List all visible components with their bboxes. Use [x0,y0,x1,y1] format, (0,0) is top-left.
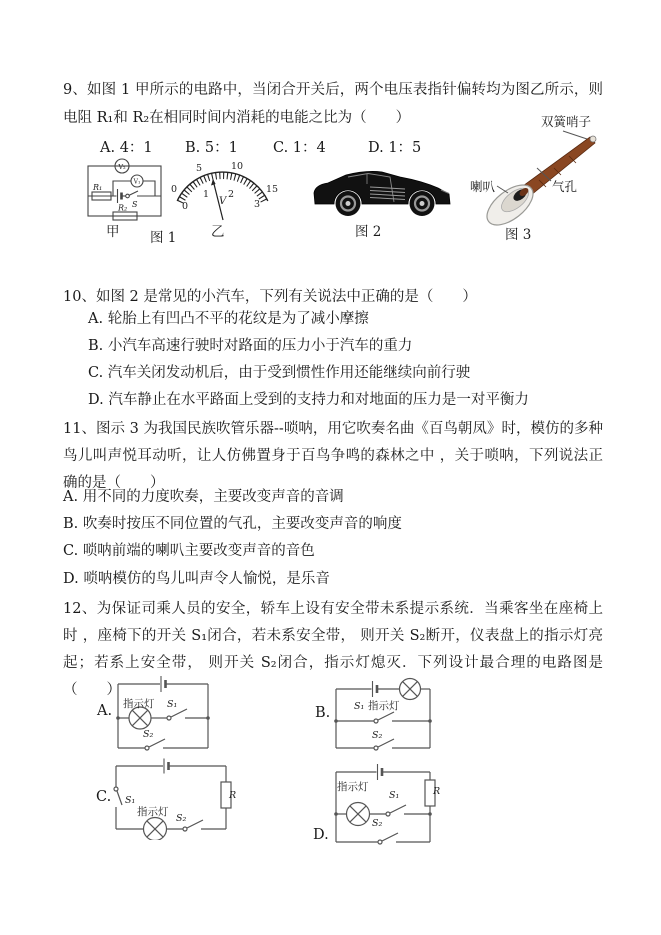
question-9-option-b: B. 5：1 [185,140,238,156]
r-label: R [229,790,237,801]
switch-s2-pivot [145,746,149,750]
circuit-c-letter: C. [96,789,112,805]
question-11-option-d: D. 唢呐模仿的鸟儿叫声令人愉悦，是乐音 [63,571,330,587]
figure2-caption: 图 2 [355,224,382,240]
question-11-option-a: A. 用不同的力度吹奏，主要改变声音的音调 [63,489,344,505]
circuit-option-b-diagram [330,676,438,756]
circuit-option-d-diagram [328,758,453,850]
voltmeter-v1-label: V₁ [133,178,141,186]
question-11-option-c: C. 唢呐前端的喇叭主要改变声音的音色 [63,543,315,559]
figure3-bell-label: 喇叭 [470,179,496,194]
switch-s2-pivot [183,827,187,831]
meter-inner-2: 2 [227,189,235,200]
meter-inner-1: 1 [202,189,210,200]
question-11-option-b: B. 吹奏时按压不同位置的气孔，主要改变声音的响度 [63,516,402,532]
question-10-option-d: D. 汽车静止在水平路面上受到的支持力和对地面的压力是一对平衡力 [88,392,529,408]
figure1-voltmeter-scale [168,158,290,226]
suona-reed-whistle [590,136,596,142]
switch-s2-blade [187,820,203,828]
junction-dot [206,716,210,720]
switch-s2-pivot [378,840,382,844]
meter-inner-3: 3 [253,199,261,210]
question-10-option-c: C. 汽车关闭发动机后，由于受到惯性作用还能继续向前行驶 [88,365,471,381]
question-11-stem: 11、图示 3 为我国民族吹管乐器--唢呐，用它吹奏名曲《百鸟朝凤》时，模仿的多种鸟儿叫声悦耳动听，让人仿佛置身于百鸟争鸣的森林之中 ，关于唢呐，下列说法正确的是（ ） [63,421,603,491]
meter-outer-10: 10 [230,161,244,172]
switch-s-pivot [126,194,130,198]
voltmeter-v2-label: V₂ [118,162,126,171]
switch-s1-pivot [114,787,118,791]
question-10-option-b: B. 小汽车高速行驶时对路面的压力小于汽车的重力 [88,338,413,354]
s2-label: S₂ [143,729,154,740]
switch-s1-pivot [386,812,390,816]
lamp-label: 指示灯 [137,806,169,818]
circuit-option-a-diagram [112,674,214,754]
switch-s2-blade [382,833,398,841]
reed-pointer-line [563,131,590,140]
junction-dot [428,719,432,723]
switch-s-label: S [132,200,138,209]
circuit-d-letter: D. [313,827,329,843]
switch-s-blade [129,191,138,195]
resistor-r2-label: R₂ [118,203,128,213]
figure1-yi-label: 乙 [211,224,225,240]
lamp-label: 指示灯 [337,781,369,793]
question-9-option-c: C. 1：4 [273,140,326,156]
lamp-label: 指示灯 [368,700,400,712]
switch-s2-blade [149,739,165,747]
s1-label: S₁ [125,795,136,806]
circuit-option-c-diagram [108,758,238,840]
switch-s1-pivot [374,719,378,723]
circuit-b-letter: B. [315,705,331,721]
meter-unit: V [219,196,227,207]
figure1-caption: 图 1 [150,230,177,246]
circuit-a-letter: A. [97,703,113,719]
switch-s1-blade [117,791,122,805]
switch-s2-pivot [374,746,378,750]
s1-label: S₁ [389,790,400,801]
switch-s1-pivot [167,716,171,720]
question-12-stem: 12、为保证司乘人员的安全，轿车上设有安全带未系提示系统．当乘客坐在座椅上时 ，座椅下的开关 S₁闭合，若未系安全带， 则开关 S₂断开，仪表盘上的指示灯亮起；若系上安全带， 则开关 S₂闭合，指示灯熄灭．下列设计最合理的电路图是（ ） [63,601,603,698]
switch-s1-blade [390,805,406,813]
figure3-caption: 图 3 [505,227,532,243]
figure2-car-image [310,160,455,218]
question-10-option-a: A. 轮胎上有凹凸不平的花纹是为了减小摩擦 [88,311,369,327]
s2-label: S₂ [372,730,383,741]
meter-needle-tip [211,179,216,186]
s1-label: S₁ [167,699,178,710]
lamp-label: 指示灯 [123,698,155,710]
resistor-r1-label: R₁ [93,183,103,192]
figure1-circuit-diagram [80,158,170,224]
meter-outer-0: 0 [170,184,178,195]
question-9-option-d: D. 1：5 [368,140,422,156]
s1-label: S₁ [354,701,365,712]
figure3-reed-label: 双簧哨子 [541,114,592,129]
question-9-option-a: A. 4：1 [100,140,153,156]
meter-outer-5: 5 [195,163,203,174]
question-10-stem: 10、如图 2 是常见的小汽车，下列有关说法中正确的是（ ） [63,289,477,305]
figure3-holes-label: 气孔 [552,179,578,194]
s2-label: S₂ [372,818,383,829]
bell-pointer-line [497,186,508,193]
r-label: R [433,786,441,797]
s2-label: S₂ [176,813,187,824]
meter-outer-15: 15 [265,184,279,195]
switch-s1-blade [378,712,394,720]
question-9-stem: 9、如图 1 甲所示的电路中，当闭合开关后，两个电压表指针偏转均为图乙所示，则电阻 R₁和 R₂在相同时间内消耗的电能之比为（ ） [63,82,603,126]
meter-inner-0: 0 [181,201,189,212]
figure1-jia-label: 甲 [106,224,120,240]
switch-s1-blade [171,709,187,717]
